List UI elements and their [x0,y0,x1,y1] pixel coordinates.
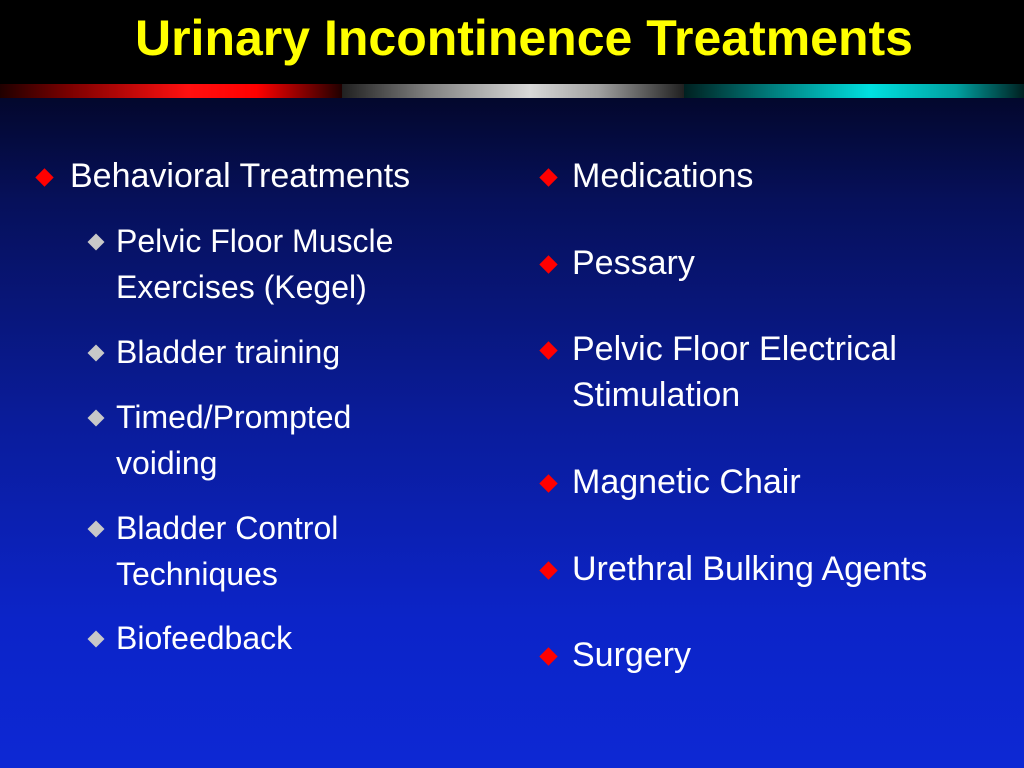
red-diamond-bullet-icon [539,168,557,186]
list-item-electrical-stimulation: Pelvic Floor Electrical Stimulation [572,330,897,414]
list-item-magnetic-chair: Magnetic Chair [572,463,801,501]
gray-diamond-bullet-icon [88,345,105,362]
sub-item-bladder-training: Bladder training [116,334,341,370]
sub-item-bladder-control-techniques: Bladder Control Techniques [116,510,339,592]
red-diamond-bullet-icon [539,561,557,579]
slide-title: Urinary Incontinence Treatments [134,10,913,66]
divider-teal-segment [684,84,1024,98]
sub-item-pelvic-floor-exercises: Pelvic Floor Muscle Exercises (Kegel) [116,223,394,305]
red-diamond-bullet-icon [539,341,557,359]
red-diamond-bullet-icon [539,474,557,492]
divider-red-segment [0,84,342,98]
gray-diamond-bullet-icon [88,631,105,648]
list-item-urethral-bulking-agents: Urethral Bulking Agents [572,550,928,588]
list-item-medications: Medications [572,157,754,195]
red-diamond-bullet-icon [539,255,557,273]
divider-gray-segment [342,84,684,98]
title-bar [0,0,1024,84]
title-divider [0,84,1024,98]
red-diamond-bullet-icon [35,168,53,186]
gray-diamond-bullet-icon [88,410,105,427]
list-item-behavioral-treatments: Behavioral Treatments [70,157,411,195]
sub-item-biofeedback: Biofeedback [116,620,293,656]
list-item-pessary: Pessary [572,244,695,282]
sub-item-timed-prompted-voiding: Timed/Prompted voiding [116,399,352,481]
red-diamond-bullet-icon [539,647,557,665]
list-item-surgery: Surgery [572,636,692,674]
gray-diamond-bullet-icon [88,234,105,251]
gray-diamond-bullet-icon [88,521,105,538]
